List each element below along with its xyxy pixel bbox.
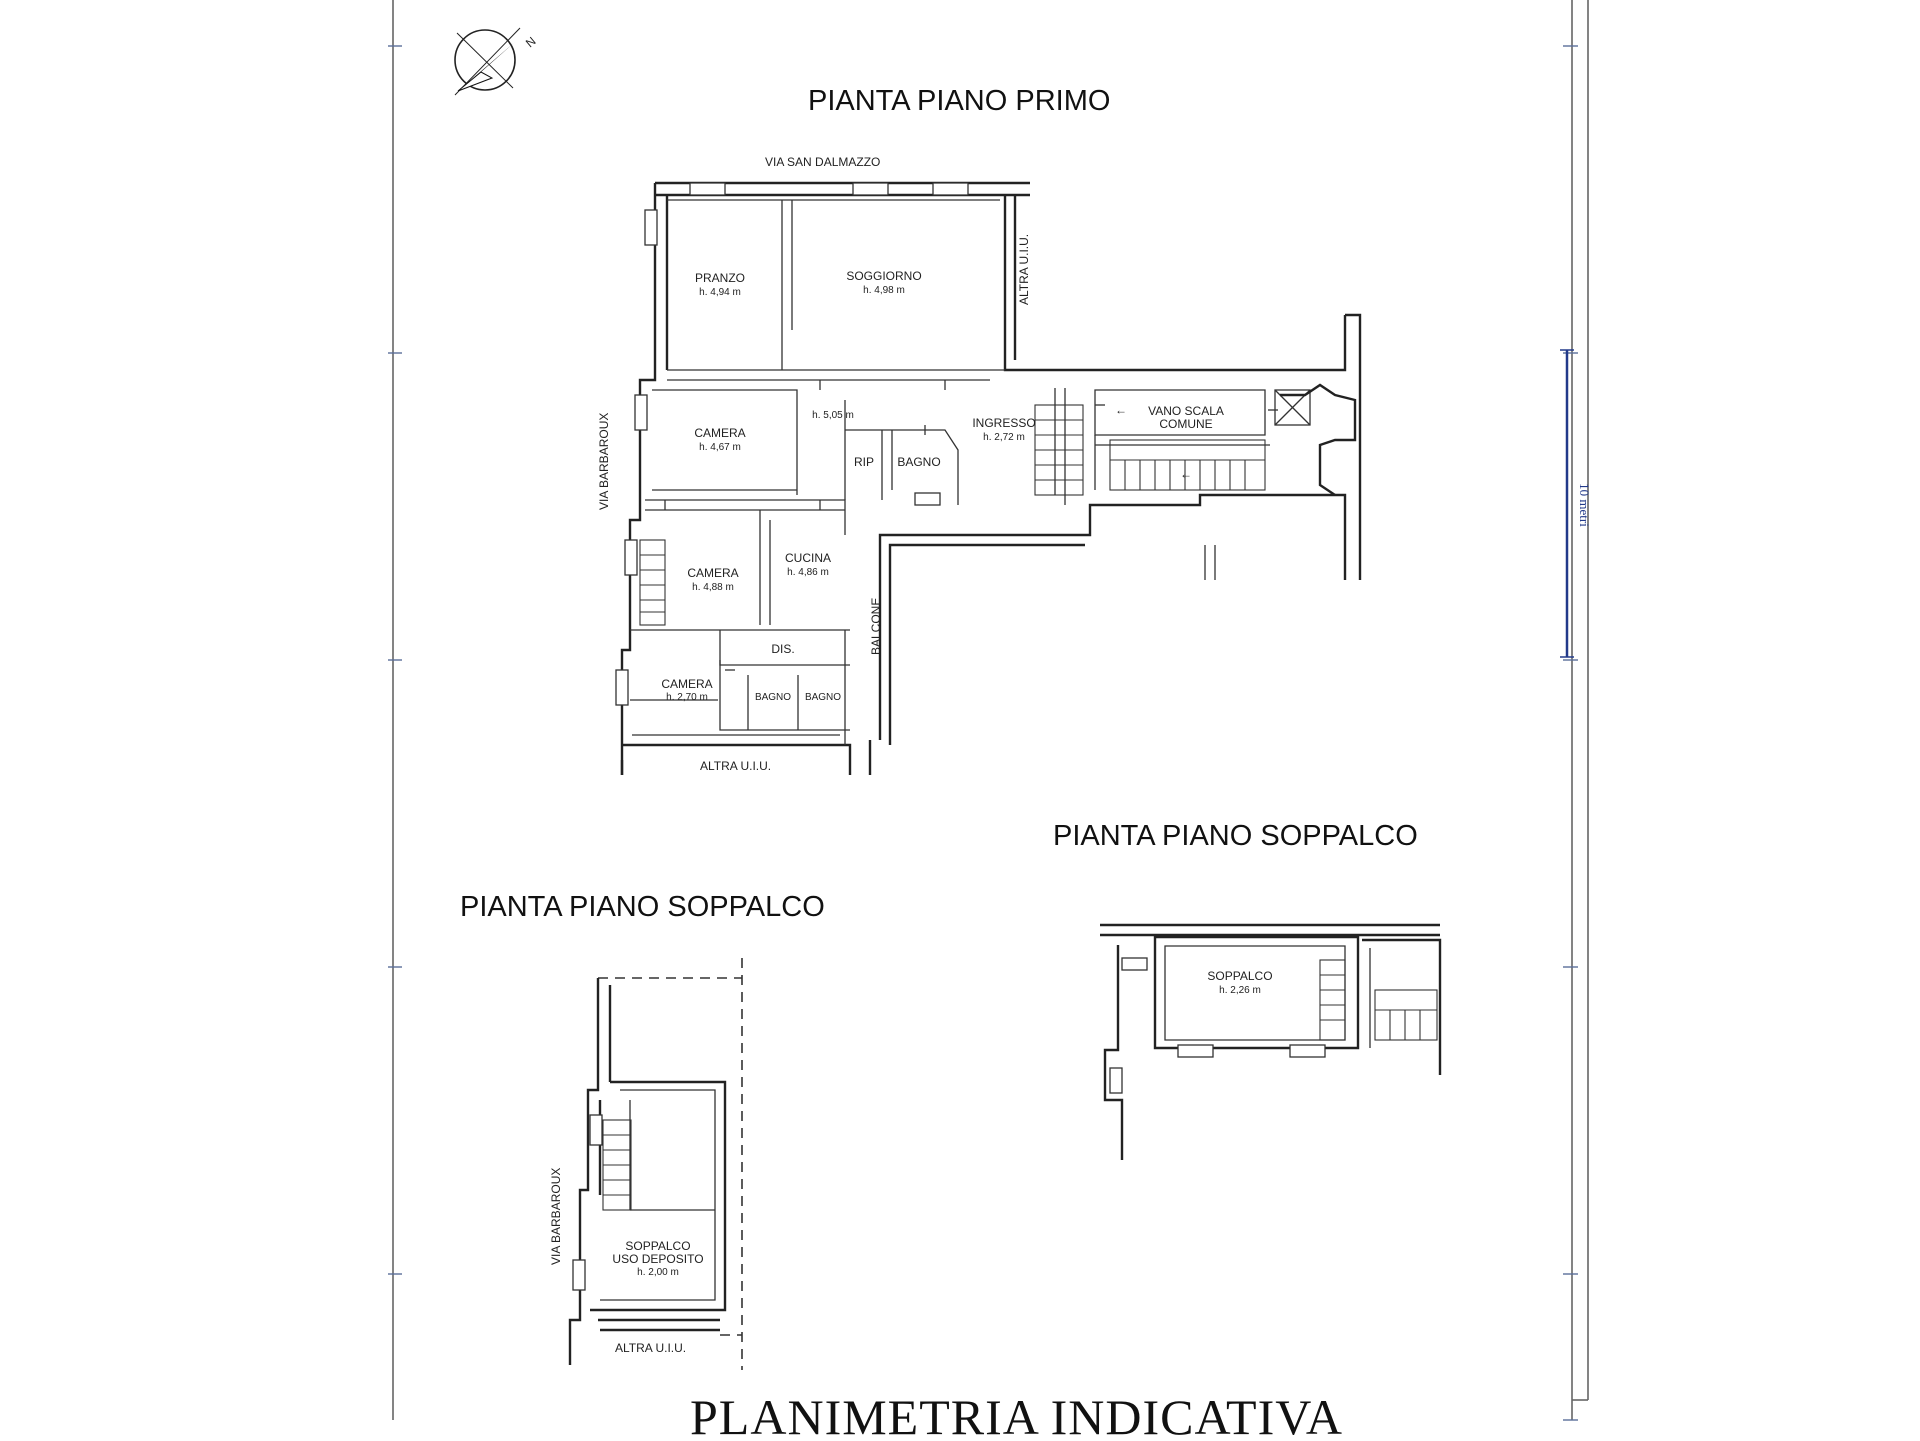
room-cucina-label: CUCINA <box>784 551 832 565</box>
room-soppalco-left-label1: SOPPALCO <box>625 1239 691 1253</box>
compass-north-letter: N <box>522 33 539 51</box>
room-soppalco-right-label: SOPPALCO <box>1207 969 1273 983</box>
page-frame <box>388 0 1588 1420</box>
title-first-floor: PIANTA PIANO PRIMO <box>808 85 1111 117</box>
arrow-left-icon-stairs: ← <box>1180 467 1192 481</box>
vano-scala-label2: COMUNE <box>1159 417 1213 431</box>
neighbour-bottom-label: ALTRA U.I.U. <box>700 759 772 773</box>
street-top-label: VIA SAN DALMAZZO <box>765 155 881 169</box>
room-soggiorno-height: h. 4,98 m <box>863 285 905 296</box>
room-bagno1-label: BAGNO <box>897 455 941 469</box>
street-left-label: VIA BARBAROUX <box>597 412 611 510</box>
title-mezzanine-left: PIANTA PIANO SOPPALCO <box>460 891 825 923</box>
room-camera3-height: h. 2,70 m <box>666 692 708 703</box>
mezzanine-right-plan <box>1100 925 1440 1160</box>
footer-title: PLANIMETRIA INDICATIVA <box>690 1389 1344 1441</box>
balcony-label: BALCONE <box>869 597 883 655</box>
room-bagno2-label: BAGNO <box>754 692 792 703</box>
vano-scala-label1: VANO SCALA <box>1148 404 1224 418</box>
neighbour-right-label: ALTRA U.I.U. <box>1017 233 1031 305</box>
room-camera2-label: CAMERA <box>687 566 739 580</box>
mezz-left-street-label: VIA BARBAROUX <box>549 1167 563 1265</box>
room-soppalco-left-label2: USO DEPOSITO <box>612 1252 704 1266</box>
room-dis-label: DIS. <box>771 642 795 656</box>
room-soppalco-right-height: h. 2,26 m <box>1219 985 1261 996</box>
room-ingresso-height: h. 2,72 m <box>983 432 1025 443</box>
corridor-height: h. 5,05 m <box>812 410 854 421</box>
room-cucina-height: h. 4,86 m <box>787 567 829 578</box>
room-bagno3-label: BAGNO <box>804 692 842 703</box>
room-camera2-height: h. 4,88 m <box>692 582 734 593</box>
room-ingresso-label: INGRESSO <box>972 416 1036 430</box>
title-mezzanine-right: PIANTA PIANO SOPPALCO <box>1053 820 1418 852</box>
room-soppalco-left-height: h. 2,00 m <box>637 1267 679 1278</box>
room-camera3-label: CAMERA <box>661 677 713 691</box>
room-rip-label: RIP <box>853 455 875 469</box>
room-pranzo-height: h. 4,94 m <box>699 287 741 298</box>
scale-bar-label: 10 metri <box>1577 483 1592 527</box>
room-pranzo-label: PRANZO <box>694 271 746 285</box>
room-camera1-label: CAMERA <box>694 426 746 440</box>
first-floor-plan <box>597 155 1360 775</box>
room-camera1-height: h. 4,67 m <box>699 442 741 453</box>
mezzanine-left-plan <box>549 958 742 1370</box>
room-soggiorno-label: SOGGIORNO <box>846 269 922 283</box>
arrow-left-icon: ← <box>1115 403 1127 417</box>
compass-icon <box>455 28 539 95</box>
mezz-left-bottom-label: ALTRA U.I.U. <box>615 1341 687 1355</box>
